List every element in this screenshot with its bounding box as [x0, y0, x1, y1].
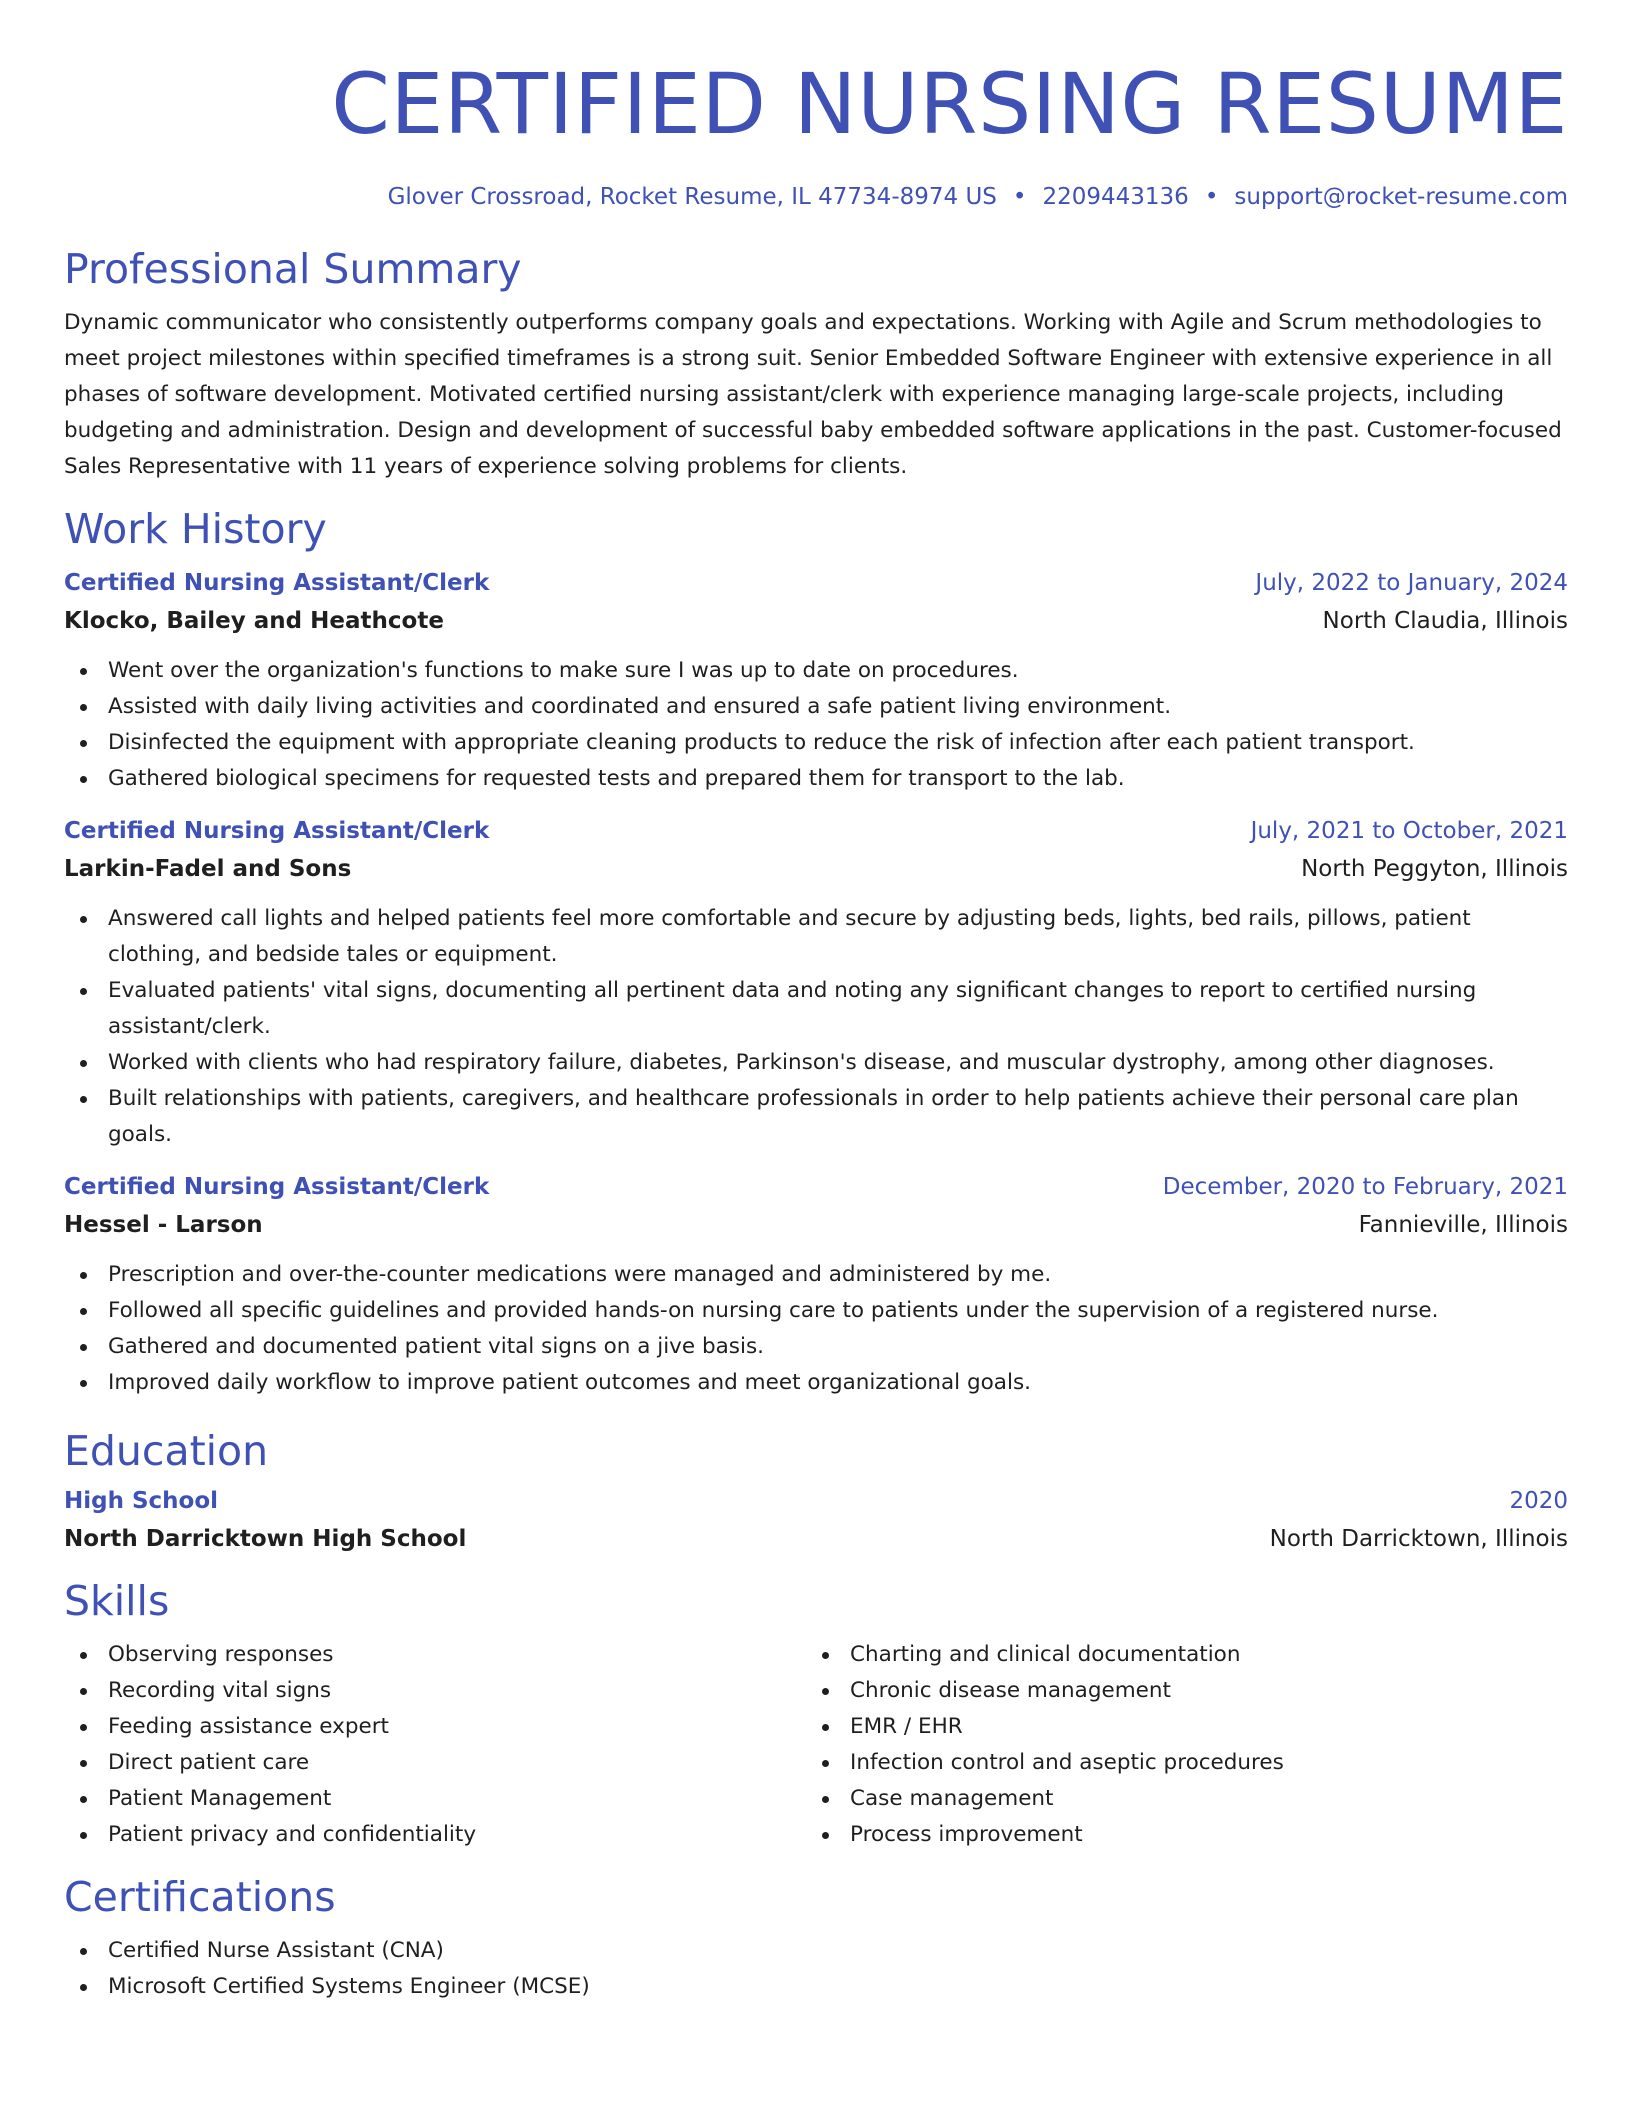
bullet-icon	[80, 988, 87, 995]
list-item	[806, 1817, 1548, 1853]
job-dates: July, 2022 to January, 2024	[1255, 570, 1568, 596]
job-employer-row	[64, 849, 1568, 889]
list-item	[806, 1745, 1548, 1781]
skills-grid	[64, 1637, 1568, 1853]
education-section	[64, 1423, 1568, 1559]
list-item	[806, 1673, 1548, 1709]
section-heading-work-history: Work History	[64, 505, 327, 553]
section-heading-certifications: Certifications	[64, 1873, 336, 1921]
contact-separator: •	[1012, 184, 1027, 210]
duty-text: Followed all specific guidelines and provided hands-on nursing care to patients under the supervision of a registered nurse.	[108, 1298, 1439, 1323]
duty-text: Disinfected the equipment with appropriate cleaning products to reduce the risk of infection after each patient transport.	[108, 730, 1415, 755]
job-location: North Claudia, Illinois	[1322, 608, 1568, 634]
list-item	[64, 901, 1568, 973]
skill-text: EMR / EHR	[850, 1714, 963, 1739]
bullet-icon	[80, 668, 87, 675]
list-item	[64, 689, 1568, 725]
bullet-icon	[80, 1832, 87, 1839]
skill-text: Chronic disease management	[850, 1678, 1171, 1703]
work-history-section	[64, 501, 1568, 1401]
list-item	[64, 761, 1568, 797]
job-header	[64, 565, 1568, 601]
job-title: Certified Nursing Assistant/Clerk	[64, 1174, 490, 1200]
duty-text: Answered call lights and helped patients feel more comfortable and secure by adjusting beds, lights, bed rails, pillows, patient clothing, and bedside tales or equipment.	[108, 906, 1471, 967]
job-employer: Larkin-Fadel and Sons	[64, 856, 352, 882]
list-item	[806, 1637, 1548, 1673]
list-item	[64, 1637, 806, 1673]
education-school: North Darricktown High School	[64, 1526, 467, 1552]
education-school-row	[64, 1519, 1568, 1559]
bullet-icon	[822, 1760, 829, 1767]
summary-section	[64, 241, 1568, 485]
bullet-icon	[80, 1688, 87, 1695]
list-item	[64, 725, 1568, 761]
education-degree: High School	[64, 1488, 219, 1514]
bullet-icon	[80, 1796, 87, 1803]
list-item	[64, 1673, 806, 1709]
contact-address: Glover Crossroad, Rocket Resume, IL 47734-8974 US	[387, 184, 997, 210]
job-entry	[64, 813, 1568, 1153]
list-item	[64, 1365, 1568, 1401]
certification-text: Certified Nurse Assistant (CNA)	[108, 1938, 444, 1963]
list-item	[64, 973, 1568, 1045]
certifications-section	[64, 1869, 1568, 2005]
job-duties	[64, 653, 1568, 797]
job-location: Fannieville, Illinois	[1358, 1212, 1568, 1238]
skill-text: Patient Management	[108, 1786, 332, 1811]
summary-text: Dynamic communicator who consistently outperforms company goals and expectations. Working with Agile and Scrum methodologies to meet project milestones within specified timeframes is a strong suit. Senior Embedded Software Engineer with extensive experience in all phases of software development. Motivated certified nursing assistant/clerk with experience managing large-scale projects, including budgeting and administration. Design and development of successful baby embedded software applications in the past. Customer-focused Sales Representative with 11 years of experience solving problems for clients.	[64, 310, 1562, 479]
skills-list-left	[64, 1637, 806, 1853]
education-year: 2020	[1509, 1488, 1568, 1514]
bullet-icon	[822, 1796, 829, 1803]
job-header	[64, 1169, 1568, 1205]
list-item	[64, 653, 1568, 689]
bullet-icon	[822, 1724, 829, 1731]
certification-text: Microsoft Certified Systems Engineer (MCSE)	[108, 1974, 590, 1999]
bullet-icon	[822, 1688, 829, 1695]
list-item	[64, 1081, 1568, 1153]
contact-line	[64, 181, 1568, 213]
certifications-list	[64, 1933, 1568, 2005]
skill-text: Direct patient care	[108, 1750, 310, 1775]
resume-page	[64, 0, 1568, 2005]
bullet-icon	[80, 1760, 87, 1767]
list-item	[64, 1045, 1568, 1081]
job-entry	[64, 1169, 1568, 1401]
bullet-icon	[80, 1272, 87, 1279]
skill-text: Patient privacy and confidentiality	[108, 1822, 477, 1847]
education-location: North Darricktown, Illinois	[1269, 1526, 1568, 1552]
skill-text: Observing responses	[108, 1642, 334, 1667]
bullet-icon	[80, 1308, 87, 1315]
skills-list-right	[806, 1637, 1548, 1853]
job-duties	[64, 1257, 1568, 1401]
bullet-icon	[80, 1984, 87, 1991]
bullet-icon	[80, 1652, 87, 1659]
bullet-icon	[822, 1652, 829, 1659]
duty-text: Went over the organization's functions to make sure I was up to date on procedures.	[108, 658, 1019, 683]
job-entry	[64, 565, 1568, 797]
list-item	[64, 1293, 1568, 1329]
list-item	[64, 1745, 806, 1781]
list-item	[64, 1329, 1568, 1365]
contact-separator: •	[1204, 184, 1219, 210]
job-title: Certified Nursing Assistant/Clerk	[64, 818, 490, 844]
skill-text: Charting and clinical documentation	[850, 1642, 1241, 1667]
job-header	[64, 813, 1568, 849]
skill-text: Infection control and aseptic procedures	[850, 1750, 1284, 1775]
bullet-icon	[80, 704, 87, 711]
job-duties	[64, 901, 1568, 1153]
list-item	[64, 1709, 806, 1745]
section-heading-education: Education	[64, 1427, 269, 1475]
education-header	[64, 1483, 1568, 1519]
section-heading-summary: Professional Summary	[64, 245, 522, 293]
job-employer: Hessel - Larson	[64, 1212, 263, 1238]
list-item	[64, 1257, 1568, 1293]
resume-title: CERTIFIED NURSING RESUME	[331, 55, 1568, 153]
list-item	[64, 1933, 1568, 1969]
skill-text: Feeding assistance expert	[108, 1714, 389, 1739]
list-item	[64, 1969, 1568, 2005]
duty-text: Gathered biological specimens for requested tests and prepared them for transport to the lab.	[108, 766, 1125, 791]
list-item	[64, 1817, 806, 1853]
bullet-icon	[80, 1948, 87, 1955]
duty-text: Prescription and over-the-counter medications were managed and administered by me.	[108, 1262, 1052, 1287]
job-title: Certified Nursing Assistant/Clerk	[64, 570, 490, 596]
skill-text: Process improvement	[850, 1822, 1083, 1847]
duty-text: Worked with clients who had respiratory failure, diabetes, Parkinson's disease, and muscular dystrophy, among other diagnoses.	[108, 1050, 1495, 1075]
bullet-icon	[80, 740, 87, 747]
skill-text: Case management	[850, 1786, 1054, 1811]
bullet-icon	[80, 776, 87, 783]
job-location: North Peggyton, Illinois	[1301, 856, 1568, 882]
list-item	[806, 1781, 1548, 1817]
bullet-icon	[80, 1380, 87, 1387]
list-item	[806, 1709, 1548, 1745]
bullet-icon	[80, 1060, 87, 1067]
job-dates: July, 2021 to October, 2021	[1250, 818, 1568, 844]
job-employer: Klocko, Bailey and Heathcote	[64, 608, 444, 634]
bullet-icon	[80, 1724, 87, 1731]
section-heading-skills: Skills	[64, 1577, 170, 1625]
skills-section	[64, 1573, 1568, 1853]
duty-text: Evaluated patients' vital signs, documenting all pertinent data and noting any significant changes to report to certified nursing assistant/clerk.	[108, 978, 1477, 1039]
bullet-icon	[80, 916, 87, 923]
contact-email: support@rocket-resume.com	[1234, 184, 1568, 210]
job-employer-row	[64, 1205, 1568, 1245]
duty-text: Assisted with daily living activities and coordinated and ensured a safe patient living environment.	[108, 694, 1172, 719]
bullet-icon	[80, 1344, 87, 1351]
duty-text: Improved daily workflow to improve patient outcomes and meet organizational goals.	[108, 1370, 1031, 1395]
duty-text: Built relationships with patients, caregivers, and healthcare professionals in order to help patients achieve their personal care plan goals.	[108, 1086, 1519, 1147]
bullet-icon	[822, 1832, 829, 1839]
job-dates: December, 2020 to February, 2021	[1162, 1174, 1568, 1200]
job-employer-row	[64, 601, 1568, 641]
list-item	[64, 1781, 806, 1817]
contact-phone: 2209443136	[1042, 184, 1189, 210]
duty-text: Gathered and documented patient vital signs on a jive basis.	[108, 1334, 764, 1359]
bullet-icon	[80, 1096, 87, 1103]
skill-text: Recording vital signs	[108, 1678, 332, 1703]
